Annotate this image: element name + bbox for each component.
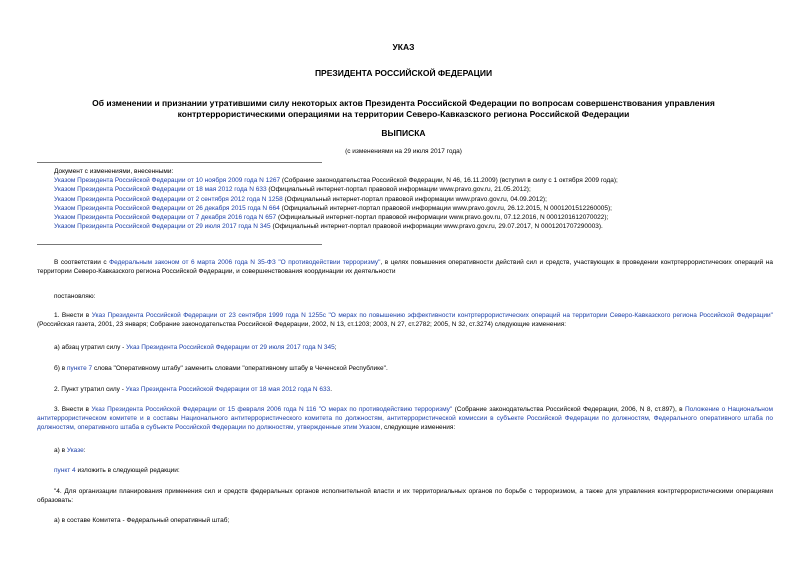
decree-link[interactable]: Указе [66,447,84,454]
change-link[interactable]: Указом Президента Российской Федерации от 10 ноября 2009 года N 1267 [54,177,281,185]
item-3-paragraph: 3. Внести в Указ Президента Российской Федерации от 15 февраля 2006 года N 116 "О мерах по противодействию терроризму" (Собрание законодательства Российской Федерации, 2006, N 8, ст.897), в Положение о Национальном антитеррористическом комитете и в составы Национального антитеррористического комитета по должностям, антитеррористической комиссии в субъекте Российской Федерации по должностям, Федерального оперативного штаба по должностям, оперативного штаба в субъекте Российской Федерации по должностям, утвержденные этим Указом, следующие изменения: [37,406,773,432]
changes-item: Указом Президента Российской Федерации от 10 ноября 2009 года N 1267 (Собрание законодательства Российской Федерации, N 46, 16.11.2009) (вступил в силу с 1 октября 2009 года); [54,177,618,185]
doc-subject [40,98,767,120]
point-7-link[interactable]: пункте 7 [66,365,93,372]
change-link[interactable]: Указом Президента Российской Федерации от 26 декабря 2015 года N 664 [54,204,280,212]
change-link[interactable]: Указом Президента Российской Федерации от 29 июля 2017 года N 345 [54,223,271,231]
item-2-paragraph: 2. Пункт утратил силу - Указ Президента Российской Федерации от 18 мая 2012 года N 633. [54,386,333,393]
changes-list [54,167,774,231]
decree-1255c-link[interactable]: Указ Президента Российской Федерации от 23 сентября 1999 года N 1255с "О мерах по повышению эффективности контртеррористических операций на территории Северо-Кавказского региона Российской Федерации" [91,312,773,319]
quote-item-a-paragraph: а) в составе Комитета - Федеральный оперативный штаб; [54,517,230,524]
doc-issuer: ПРЕЗИДЕНТА РОССИЙСКОЙ ФЕДЕРАЦИИ [314,68,493,78]
doc-edition: (с изменениями на 29 июля 2017 года) [345,148,462,155]
change-link[interactable]: Указом Президента Российской Федерации от 18 мая 2012 года N 633 [54,186,267,194]
quote-paragraph: "4. Для организации планирования применения сил и средств федеральных органов исполнительной власти и их территориальных органов по борьбе с терроризмом, а также для управления контртеррористическими операциями образовать: [37,488,773,505]
point-4-paragraph: пункт 4 изложить в следующей редакции: [54,467,180,474]
doc-subject-line-2: контртеррористическими операциями на территории Северо-Кавказского региона Российской Федерации [177,109,630,119]
item-1-paragraph: 1. Внести в Указ Президента Российской Федерации от 23 сентября 1999 года N 1255с "О мерах по повышению эффективности контртеррористических операций на территории Северо-Кавказского региона Российской Федерации" (Российская газета, 2001, 23 января; Собрание законодательства Российской Федерации, 2002, N 13, ст.1203; 2003, N 27, ст.2782; 2005, N 32, ст.3274) следующие изменения: [37,312,773,329]
changes-item: Указом Президента Российской Федерации от 18 мая 2012 года N 633 (Официальный интернет-портал правовой информации www.pravo.gov.ru, 21.05.2012); [54,186,531,194]
changes-item: Указом Президента Российской Федерации от 26 декабря 2015 года N 664 (Официальный интернет-портал правовой информации www.pravo.gov.ru, 26.12.2015, N 0001201512260005); [54,204,612,212]
regulation-link[interactable]: Положение о Национальном антитеррористическом комитете и в составы Национального антитеррористического комитета по должностям, антитеррористической комиссии в субъекте Российской Федерации по должностям, Федерального оперативного штаба по должностям, оперативного штаба в субъекте Российской Федерации по должностям, утвержденные этим Указом [37,406,773,432]
item-1a-paragraph: а) абзац утратил силу - Указ Президента Российской Федерации от 29 июля 2017 года N 345; [54,344,337,351]
changes-item: Указом Президента Российской Федерации от 7 декабря 2016 года N 657 (Официальный интернет-портал правовой информации www.pravo.gov.ru, 07.12.2016, N 0001201612070022); [54,214,609,222]
decree-633-link[interactable]: Указ Президента Российской Федерации от 18 мая 2012 года N 633 [125,386,331,393]
item-1b-paragraph: б) в пункте 7 слова "Оперативному штабу" заменить словами "оперативному штабу в Чеченской Республике". [54,365,388,372]
preamble-paragraph: В соответствии с Федеральным законом от 6 марта 2006 года N 35-ФЗ "О противодействии терроризму", в целях повышения оперативности действий сил и средств, участвующих в проведении контртеррористических операций на территории Северо-Кавказского региона Российской Федерации, и совершенствования координации их деятельности [37,259,774,276]
decree-345-link[interactable]: Указ Президента Российской Федерации от 29 июля 2017 года N 345 [126,344,335,351]
doc-extract-label: ВЫПИСКА [381,128,426,138]
decree-116-link[interactable]: Указ Президента Российской Федерации от 15 февраля 2006 года N 116 "О мерах по противодействию терроризму" [91,406,453,413]
divider-bottom [37,244,322,245]
change-link[interactable]: Указом Президента Российской Федерации от 2 сентября 2012 года N 1258 [54,195,283,203]
doc-subject-line-1: Об изменении и признании утратившими силу некоторых актов Президента Российской Федерации по вопросам совершенствования управления [92,98,715,108]
changes-item: Указом Президента Российской Федерации от 2 сентября 2012 года N 1258 (Официальный интернет-портал правовой информации www.pravo.gov.ru, 04.09.2012); [54,195,547,203]
change-link[interactable]: Указом Президента Российской Федерации от 7 декабря 2016 года N 657 [54,214,277,222]
item-3a-paragraph: а) в Указе: [54,447,86,454]
decree-paragraph: постановляю: [54,293,96,300]
divider-top [37,162,322,163]
changes-item: Указом Президента Российской Федерации от 29 июля 2017 года N 345 (Официальный интернет-портал правовой информации www.pravo.gov.ru, 29.07.2017, N 0001201707290003). [54,223,603,231]
changes-intro: Документ с изменениями, внесенными: [54,168,174,175]
federal-law-link[interactable]: Федеральным законом от 6 марта 2006 года N 35-ФЗ "О противодействии терроризму" [109,259,381,266]
point-4-link[interactable]: пункт 4 [54,467,76,474]
doc-title: УКАЗ [392,42,415,52]
